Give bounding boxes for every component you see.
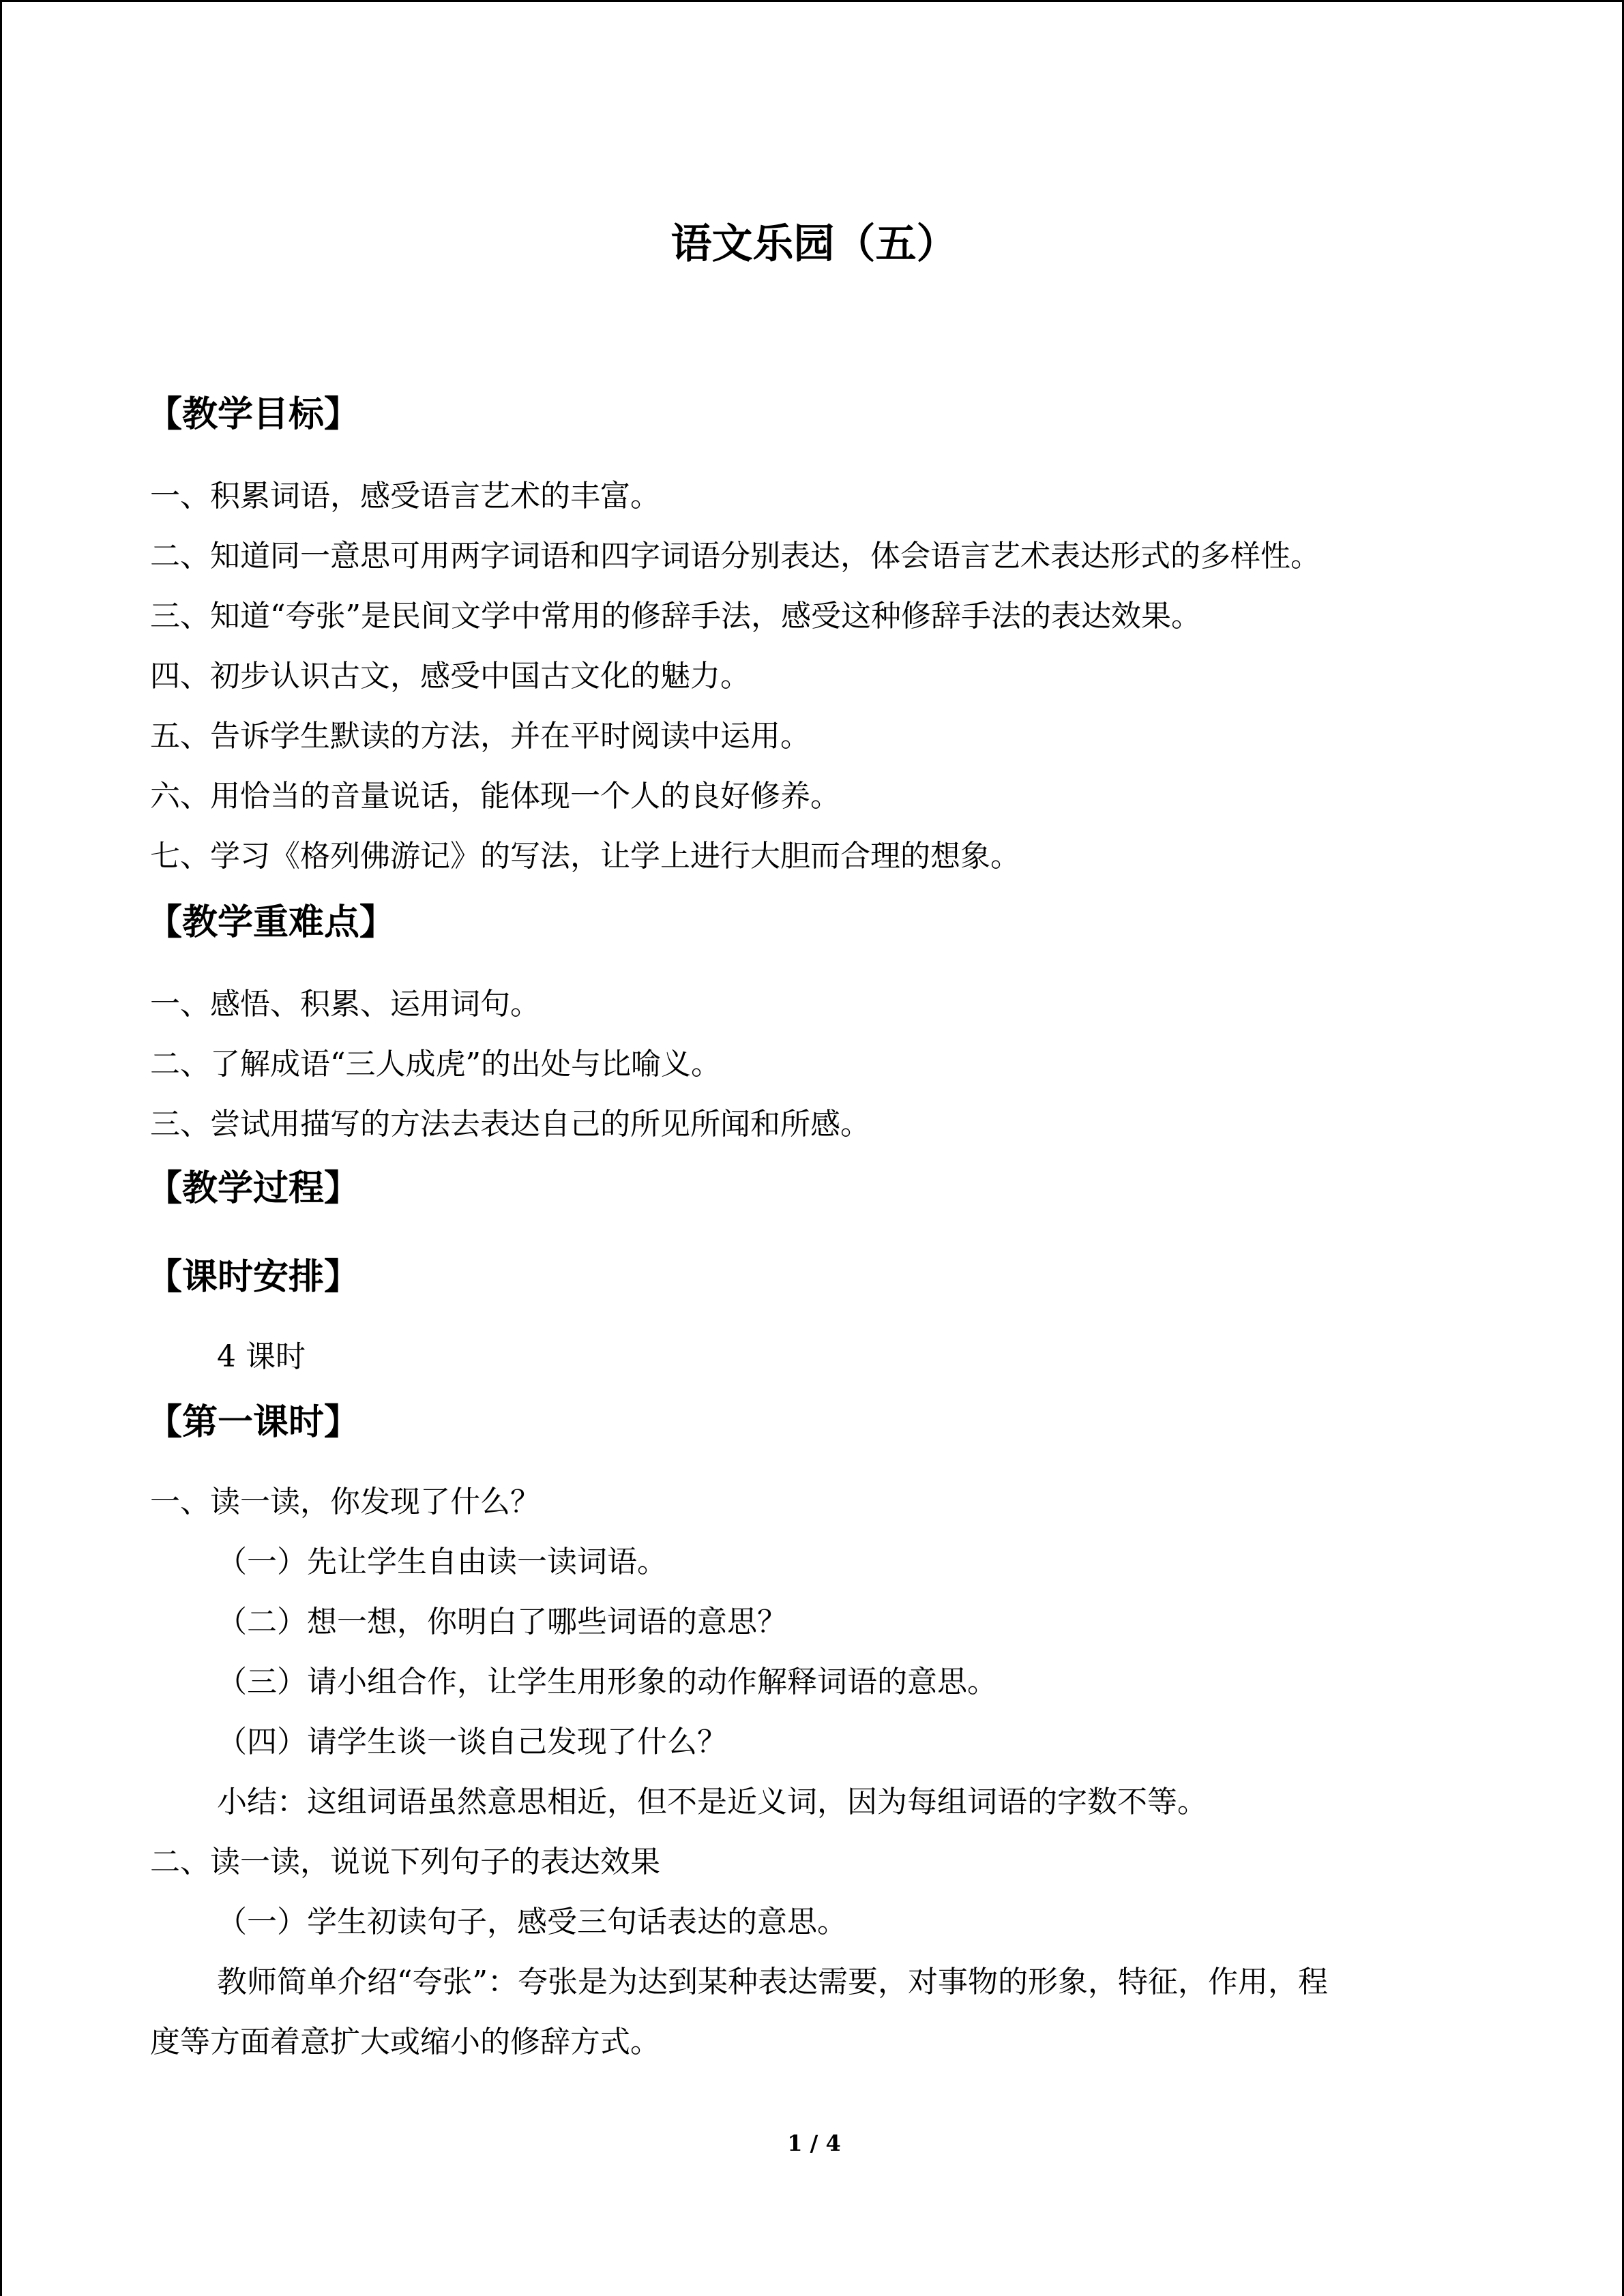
- page-title: 语文乐园（五）: [670, 220, 958, 268]
- goal-item-1: 一、积累词语，感受语言艺术的丰富。: [150, 479, 660, 513]
- lesson1-summary: 小结：这组词语虽然意思相近，但不是近义词，因为每组词语的字数不等。: [217, 1785, 1207, 1819]
- section-heading-key-points: 【教学重难点】: [147, 901, 396, 943]
- schedule-value: 4 课时: [217, 1339, 306, 1374]
- lesson1-item-4: （三）请小组合作，让学生用形象的动作解释词语的意思。: [217, 1665, 997, 1699]
- goal-item-2: 二、知道同一意思可用两字词语和四字词语分别表达，体会语言艺术表达形式的多样性。: [150, 539, 1320, 573]
- goal-item-5: 五、告诉学生默读的方法，并在平时阅读中运用。: [150, 719, 810, 754]
- goal-item-4: 四、初步认识古文，感受中国古文化的魅力。: [150, 659, 750, 694]
- lesson1-item-1: 一、读一读，你发现了什么？: [150, 1485, 540, 1519]
- lesson1-item-6: 二、读一读，说说下列句子的表达效果: [150, 1845, 660, 1879]
- section-heading-schedule: 【课时安排】: [147, 1256, 360, 1298]
- goal-item-3: 三、知道“夸张”是民间文学中常用的修辞手法，感受这种修辞手法的表达效果。: [150, 599, 1201, 633]
- lesson1-paragraph-line-2: 度等方面着意扩大或缩小的修辞方式。: [150, 2025, 660, 2059]
- lesson1-item-3: （二）想一想，你明白了哪些词语的意思？: [217, 1605, 787, 1639]
- goal-item-6: 六、用恰当的音量说话，能体现一个人的良好修养。: [150, 779, 840, 814]
- goal-item-7: 七、学习《格列佛游记》的写法，让学上进行大胆而合理的想象。: [150, 839, 1020, 874]
- section-heading-process: 【教学过程】: [147, 1167, 360, 1209]
- page-number: 1 / 4: [787, 2130, 841, 2156]
- key-point-item-1: 一、感悟、积累、运用词句。: [150, 987, 540, 1022]
- key-point-item-2: 二、了解成语“三人成虎”的出处与比喻义。: [150, 1047, 721, 1082]
- section-heading-goals: 【教学目标】: [147, 393, 360, 435]
- lesson1-item-2: （一）先让学生自由读一读词语。: [217, 1545, 667, 1579]
- lesson1-item-5: （四）请学生谈一谈自己发现了什么？: [217, 1725, 727, 1759]
- lesson1-item-7: （一）学生初读句子，感受三句话表达的意思。: [217, 1905, 847, 1939]
- key-point-item-3: 三、尝试用描写的方法去表达自己的所见所闻和所感。: [150, 1107, 870, 1142]
- section-heading-lesson-1: 【第一课时】: [147, 1401, 360, 1443]
- lesson1-paragraph-line-1: 教师简单介绍“夸张”：夸张是为达到某种表达需要，对事物的形象，特征，作用，程: [217, 1965, 1328, 1999]
